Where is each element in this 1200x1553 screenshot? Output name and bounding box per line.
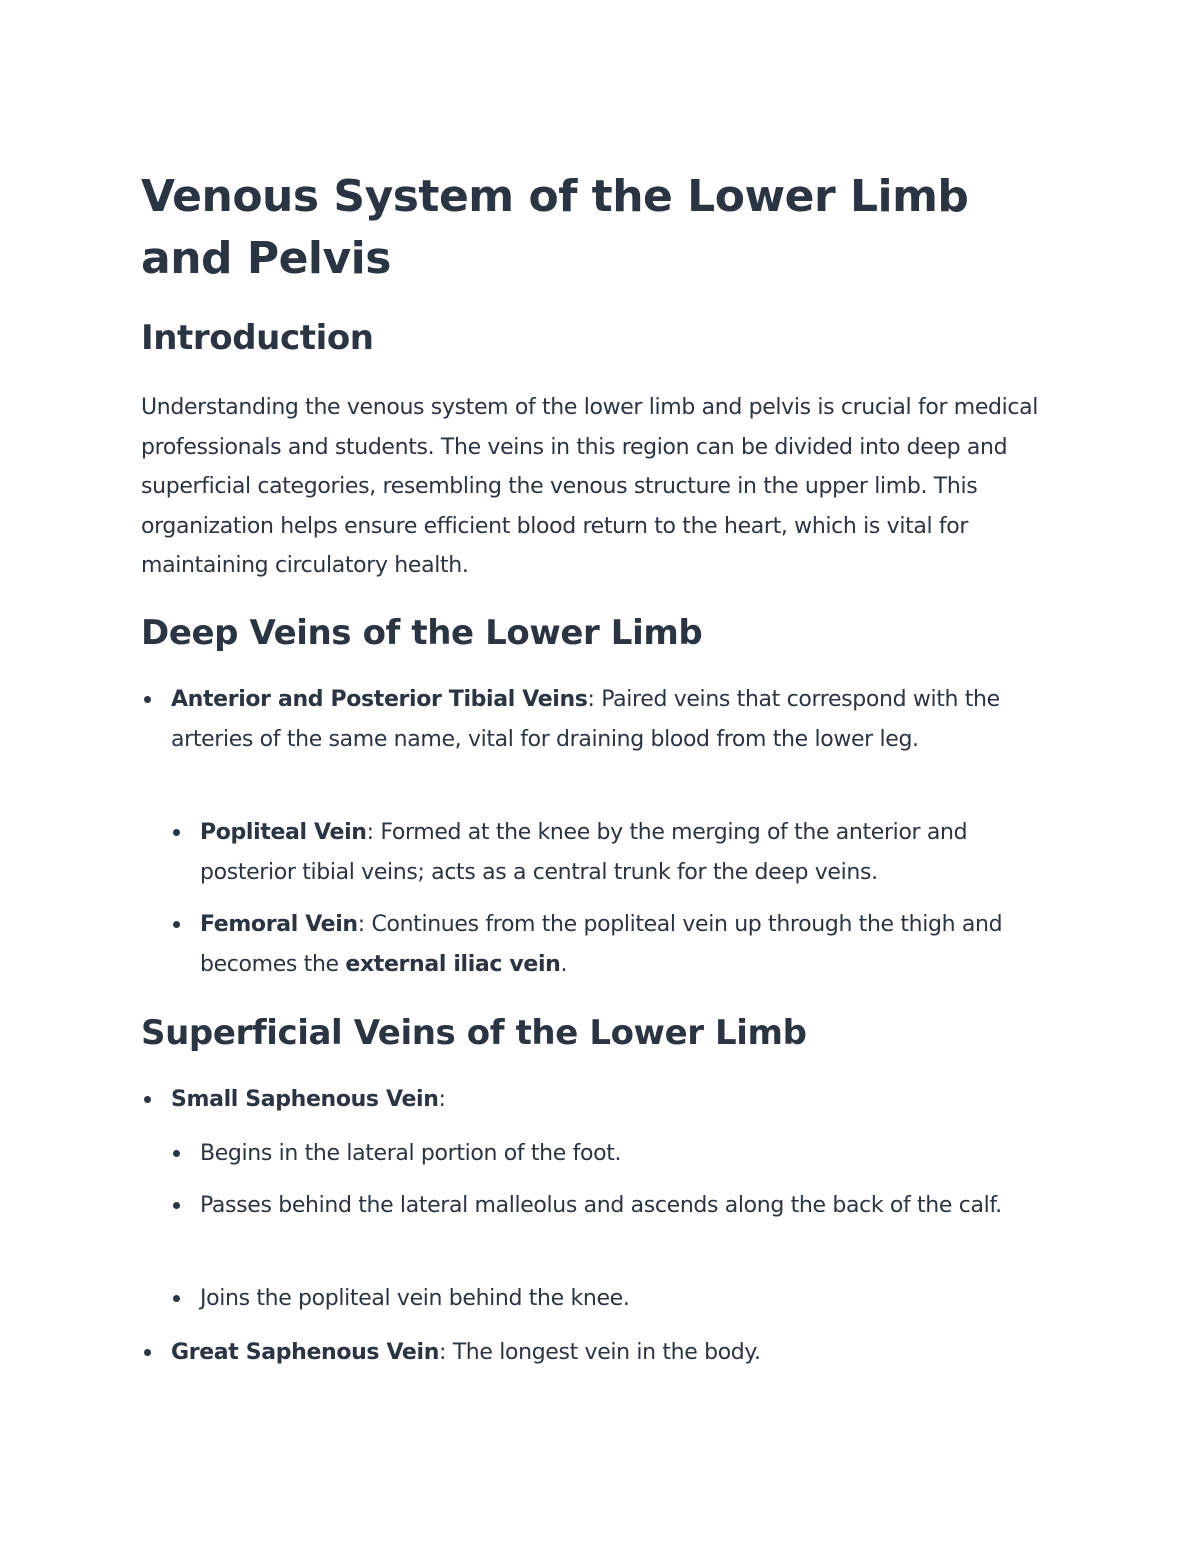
sub-item-text: Passes behind the lateral malleolus and ascends along the back of the calf.: [200, 1193, 1002, 1218]
description-femoral-vein: : Continues from the popliteal vein up through the thigh and becomes the: [200, 912, 1003, 977]
bullet-icon: [173, 1202, 180, 1209]
term-femoral-vein: Femoral Vein: [200, 912, 358, 937]
description-femoral-vein-end: .: [560, 952, 568, 977]
list-item-small-saphenous-sub-2: [200, 1186, 1066, 1226]
bullet-icon: [173, 1150, 180, 1157]
bullet-icon: [173, 921, 180, 928]
list-item-popliteal-vein: [200, 813, 1066, 893]
intro-paragraph: Understanding the venous system of the lower limb and pelvis is crucial for medical professionals and students. The veins in this region can be divided into deep and superficial categories, resembling the venous structure in the upper limb. This organization helps ensure efficient blood return to the heart, which is vital for maintaining circulatory health.: [141, 395, 1039, 578]
list-item-small-saphenous-sub-1: [200, 1134, 1066, 1174]
bullet-icon: [144, 1349, 151, 1356]
list-item-small-saphenous-vein: [171, 1080, 1051, 1120]
bullet-icon: [144, 696, 151, 703]
term-external-iliac-vein: external iliac vein: [345, 952, 561, 977]
list-item-femoral-vein: [200, 905, 1066, 985]
section-heading-superficial-veins: Superficial Veins of the Lower Limb: [141, 1013, 807, 1053]
bullet-icon: [144, 1096, 151, 1103]
term-great-saphenous-vein: Great Saphenous Vein: [171, 1340, 440, 1365]
bullet-icon: [173, 829, 180, 836]
term-tibial-veins: Anterior and Posterior Tibial Veins: [171, 687, 588, 712]
sub-item-text: Joins the popliteal vein behind the knee.: [200, 1286, 630, 1311]
page-title: Venous System of the Lower Limb and Pelvis: [141, 171, 969, 284]
description-popliteal-vein: : Formed at the knee by the merging of the anterior and posterior tibial veins; acts as a central trunk for the deep veins.: [200, 820, 968, 885]
description-great-saphenous-vein: : The longest vein in the body.: [439, 1340, 761, 1365]
term-popliteal-vein: Popliteal Vein: [200, 820, 367, 845]
term-small-saphenous-vein: Small Saphenous Vein: [171, 1087, 439, 1112]
bullet-icon: [173, 1295, 180, 1302]
sub-item-text: Begins in the lateral portion of the foot.: [200, 1141, 622, 1166]
list-item-small-saphenous-sub-3: [200, 1279, 1066, 1319]
list-item-great-saphenous-vein: [171, 1333, 1051, 1373]
section-heading-deep-veins: Deep Veins of the Lower Limb: [141, 613, 703, 653]
section-heading-introduction: Introduction: [141, 318, 374, 358]
description-small-saphenous-vein: :: [438, 1087, 446, 1112]
list-item-tibial-veins: [171, 680, 1051, 760]
description-tibial-veins: : Paired veins that correspond with the arteries of the same name, vital for draining blood from the lower leg.: [171, 687, 1000, 752]
